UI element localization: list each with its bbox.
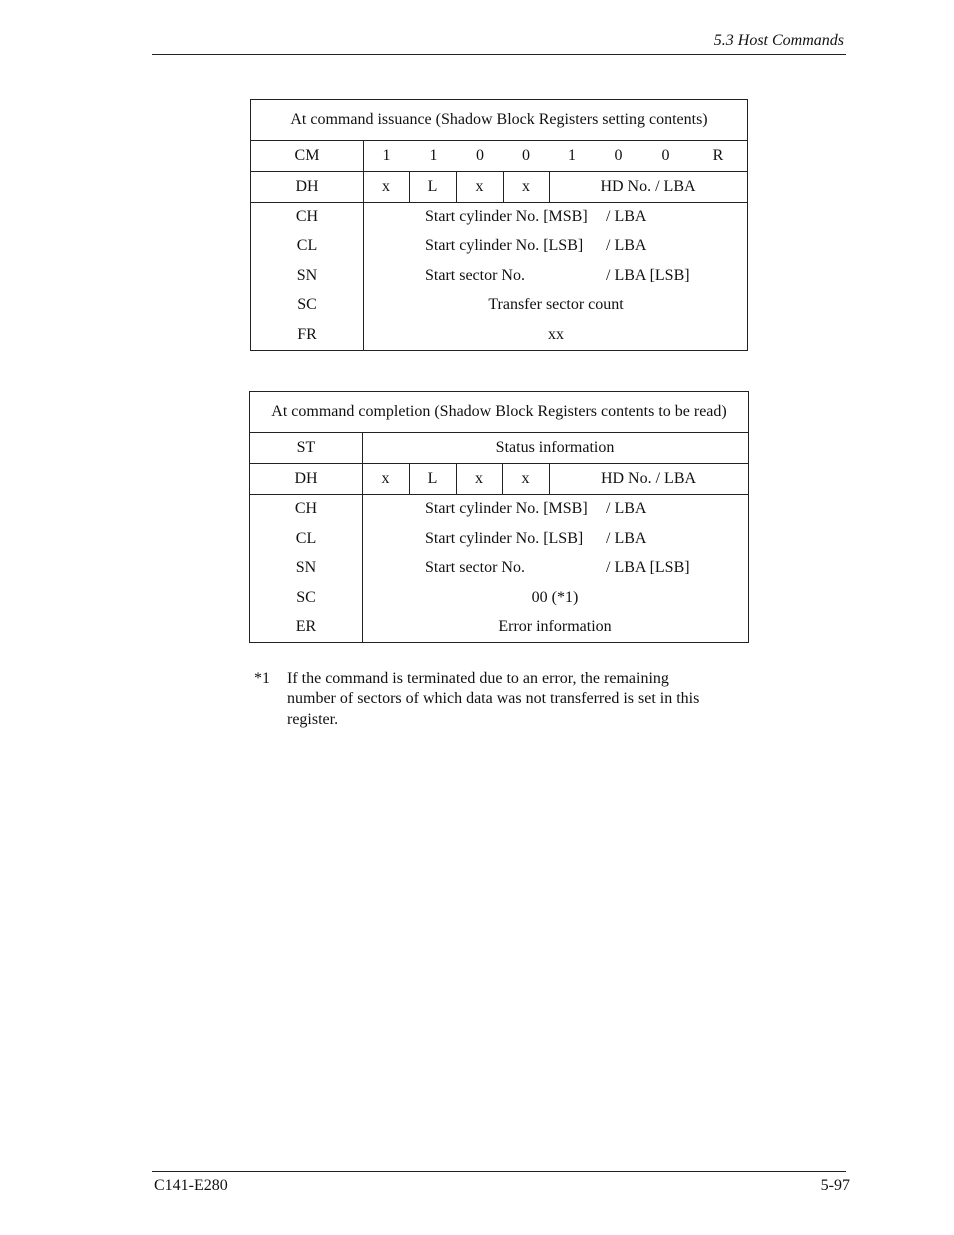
footer-rule — [152, 1171, 846, 1172]
dh-hd-lba-field: HD No. / LBA — [600, 177, 696, 195]
dh-bit-7: x — [381, 469, 390, 487]
dh-hd-lba-field: HD No. / LBA — [600, 469, 697, 487]
dh-bit-6: L — [427, 177, 438, 195]
sc-transfer-sector-count: Transfer sector count — [488, 296, 624, 313]
ch-start-cylinder-msb: Start cylinder No. [MSB] — [425, 500, 588, 517]
register-label-st: ST — [296, 438, 316, 456]
register-label-fr: FR — [297, 326, 317, 343]
cm-bit-3: 1 — [568, 146, 576, 164]
er-error-information: Error information — [498, 618, 612, 635]
cm-bit-4: 0 — [522, 146, 530, 164]
footnote-line-3: register. — [287, 711, 339, 728]
register-label-sc: SC — [297, 296, 317, 313]
sc-value: 00 (*1) — [531, 589, 579, 606]
cm-bit-6: 1 — [429, 146, 438, 164]
footnote-line-1: If the command is terminated due to an error, the remaining — [287, 670, 669, 687]
cl-lba: / LBA — [606, 237, 647, 254]
register-label-cm: CM — [294, 146, 320, 164]
issuance-table-title: At command issuance (Shadow Block Registers setting contents) — [251, 100, 747, 141]
dh-bit-5: x — [475, 469, 483, 487]
completion-table — [249, 391, 749, 643]
ch-lba: / LBA — [606, 208, 647, 225]
dh-bit-6: L — [427, 469, 438, 487]
sn-start-sector: Start sector No. — [425, 559, 525, 576]
footnote-marker: *1 — [254, 670, 270, 687]
register-label-dh: DH — [295, 177, 319, 195]
st-status-information: Status information — [495, 438, 615, 456]
cl-start-cylinder-lsb: Start cylinder No. [LSB] — [425, 237, 584, 254]
register-label-ch: CH — [295, 208, 319, 225]
sn-lba-lsb: / LBA [LSB] — [606, 559, 690, 576]
register-label-ch: CH — [294, 500, 318, 517]
register-label-sc: SC — [296, 589, 316, 606]
ch-lba: / LBA — [606, 500, 647, 517]
sn-lba-lsb: / LBA [LSB] — [606, 267, 690, 284]
running-header: 5.3 Host Commands — [713, 32, 844, 49]
register-label-er: ER — [295, 618, 317, 635]
register-label-cl: CL — [296, 237, 318, 254]
cm-bit-2: 0 — [614, 146, 623, 164]
issuance-table — [250, 99, 748, 351]
cm-bit-0: R — [712, 146, 724, 164]
cm-bit-1: 0 — [661, 146, 670, 164]
header-rule — [152, 54, 846, 55]
page-number: 5-97 — [820, 1177, 850, 1194]
document-id: C141-E280 — [154, 1177, 228, 1194]
completion-table-title: At command completion (Shadow Block Registers contents to be read) — [250, 392, 748, 433]
cl-start-cylinder-lsb: Start cylinder No. [LSB] — [425, 530, 584, 547]
dh-bit-5: x — [475, 177, 484, 195]
register-label-sn: SN — [296, 267, 318, 284]
dh-bit-7: x — [382, 177, 390, 195]
register-label-sn: SN — [295, 559, 317, 576]
ch-start-cylinder-msb: Start cylinder No. [MSB] — [425, 208, 588, 225]
cm-bit-7: 1 — [382, 146, 391, 164]
cm-bit-5: 0 — [476, 146, 484, 164]
register-label-dh: DH — [294, 469, 318, 487]
cl-lba: / LBA — [606, 530, 647, 547]
sn-start-sector: Start sector No. — [425, 267, 525, 284]
dh-bit-4: x — [521, 469, 530, 487]
register-label-cl: CL — [295, 530, 317, 547]
fr-value: xx — [548, 326, 564, 343]
dh-bit-4: x — [522, 177, 530, 195]
footnote-line-2: number of sectors of which data was not transferred is set in this — [287, 690, 700, 707]
